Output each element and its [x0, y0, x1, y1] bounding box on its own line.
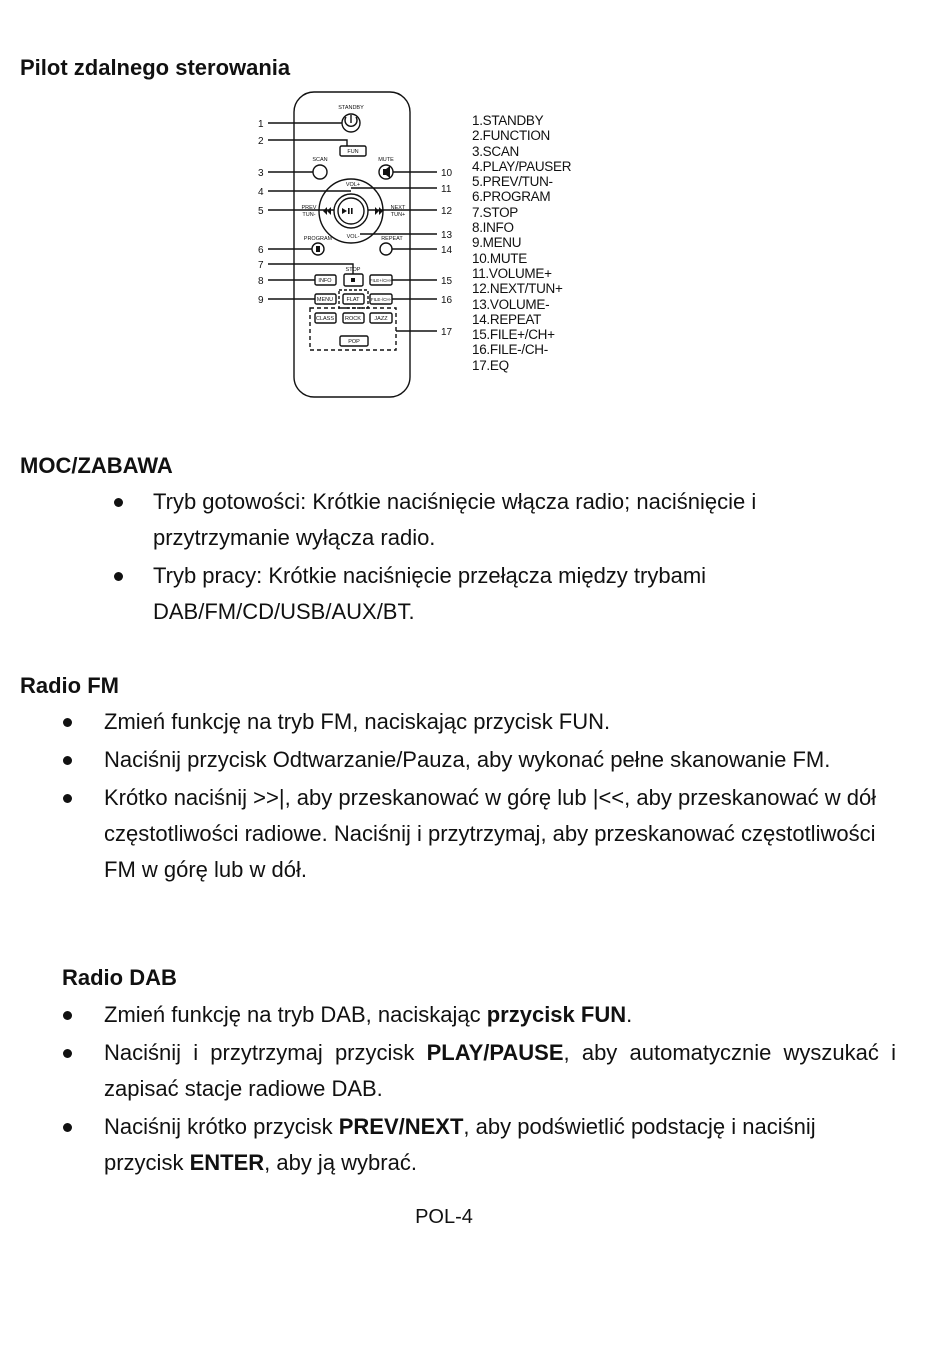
dab-list	[104, 997, 896, 1183]
callout-17: 17	[441, 327, 453, 338]
remote-body	[294, 92, 410, 397]
list-item	[153, 558, 853, 630]
standby-label: STANDBY	[338, 105, 364, 111]
tun-minus-label: TUN-	[302, 212, 316, 218]
callout-12: 12	[441, 206, 453, 217]
callout-9: 9	[258, 295, 264, 306]
legend-item: 9.MENU	[472, 235, 522, 251]
repeat-button	[380, 243, 392, 255]
file-ch-minus-label: FILE-/CH-	[370, 297, 392, 302]
callout-2: 2	[258, 136, 264, 147]
section-heading-moc: MOC/ZABAWA	[20, 453, 173, 478]
list-item	[104, 780, 888, 888]
legend-item: 6.PROGRAM	[472, 189, 551, 205]
list-item-text: Naciśnij przycisk Odtwarzanie/Pauza, aby wykonać pełne skanowanie FM.	[104, 747, 831, 772]
info-label: INFO	[318, 278, 332, 284]
remote-legend	[472, 113, 571, 373]
fm-list	[104, 704, 888, 890]
list-item-text: Tryb pracy: Krótkie naciśnięcie przełącza między trybami DAB/FM/CD/USB/AUX/BT.	[153, 563, 707, 624]
callout-10: 10	[441, 168, 453, 179]
page-title: Pilot zdalnego sterowania	[20, 55, 291, 80]
vol-plus-label: VOL+	[345, 182, 361, 188]
callout-13: 13	[441, 230, 453, 241]
legend-item: 17.EQ	[472, 357, 509, 373]
vol-minus-label: VOL-	[346, 234, 360, 240]
list-item: Naciśnij i przytrzymaj przycisk PLAY/PAUSE, aby automatycznie wyszukać i zapisać stacje radiowe DAB.	[104, 1035, 896, 1107]
tun-plus-label: TUN+	[390, 212, 406, 218]
legend-item: 11.VOLUME+	[472, 265, 552, 281]
repeat-label: REPEAT	[381, 236, 403, 242]
legend-item: 5.PREV/TUN-	[472, 174, 553, 190]
callout-3: 3	[258, 168, 264, 179]
callout-4: 4	[258, 187, 264, 198]
callout-16: 16	[441, 295, 453, 306]
section-heading-fm: Radio FM	[20, 673, 119, 698]
legend-item: 16.FILE-/CH-	[472, 342, 548, 358]
legend-item: 13.VOLUME-	[472, 296, 550, 312]
callout-11: 11	[441, 184, 452, 195]
page-number: POL-4	[415, 1206, 473, 1228]
legend-item: 2.FUNCTION	[472, 128, 551, 144]
callout-8: 8	[258, 276, 264, 287]
prev-label: PREV	[301, 205, 317, 211]
legend-item: 15.FILE+/CH+	[472, 327, 555, 343]
legend-item: 1.STANDBY	[472, 113, 544, 128]
remote-control-diagram	[250, 88, 465, 408]
mute-label: MUTE	[378, 157, 394, 163]
callout-1: 1	[258, 119, 264, 130]
callout-15: 15	[441, 276, 453, 287]
list-item: Zmień funkcję na tryb DAB, naciskając przycisk FUN.	[104, 997, 896, 1033]
next-label: NEXT	[390, 205, 406, 211]
callout-7: 7	[258, 260, 264, 271]
list-item	[104, 742, 888, 778]
list-item-text: Krótko naciśnij >>|, aby przeskanować w górę lub |<<, aby przeskanować w dół częstotliwości radiowe. Naciśnij i przytrzymaj, aby przeskanować częstotliwości FM w górę lub w dół.	[104, 785, 877, 882]
list-item	[104, 704, 888, 740]
legend-item: 8.INFO	[472, 220, 514, 236]
legend-item: 12.NEXT/TUN+	[472, 281, 563, 297]
moc-list	[153, 484, 853, 632]
scan-button	[313, 165, 327, 179]
class-label: CLASS	[315, 316, 335, 322]
legend-item: 14.REPEAT	[472, 311, 542, 327]
menu-label: MENU	[316, 297, 334, 303]
jazz-label: JAZZ	[374, 316, 388, 322]
legend-item: 7.STOP	[472, 204, 518, 220]
pop-label: POP	[348, 339, 360, 345]
list-item: Naciśnij krótko przycisk PREV/NEXT, aby podświetlić podstację i naciśnij przycisk ENTER, aby ją wybrać.	[104, 1109, 896, 1181]
rock-label: ROCK	[345, 316, 361, 322]
flat-label: FLAT	[346, 297, 360, 303]
legend-item: 4.PLAY/PAUSER	[472, 158, 572, 174]
program-label: PROGRAM	[303, 236, 333, 242]
callout-6: 6	[258, 245, 264, 256]
list-item-text: Zmień funkcję na tryb FM, naciskając przycisk FUN.	[104, 709, 611, 734]
list-item	[153, 484, 853, 556]
fun-label: FUN	[347, 149, 359, 155]
section-heading-dab: Radio DAB	[62, 965, 177, 990]
callout-5: 5	[258, 206, 264, 217]
stop-label: STOP	[345, 267, 361, 273]
callout-14: 14	[441, 245, 453, 256]
legend-item: 10.MUTE	[472, 250, 527, 266]
file-ch-plus-label: FILE+/CH+	[369, 278, 393, 283]
list-item-text: Tryb gotowości: Krótkie naciśnięcie włącza radio; naciśnięcie i przytrzymanie wyłącza radio.	[153, 489, 757, 550]
legend-item: 3.SCAN	[472, 143, 519, 159]
scan-label: SCAN	[312, 157, 328, 163]
